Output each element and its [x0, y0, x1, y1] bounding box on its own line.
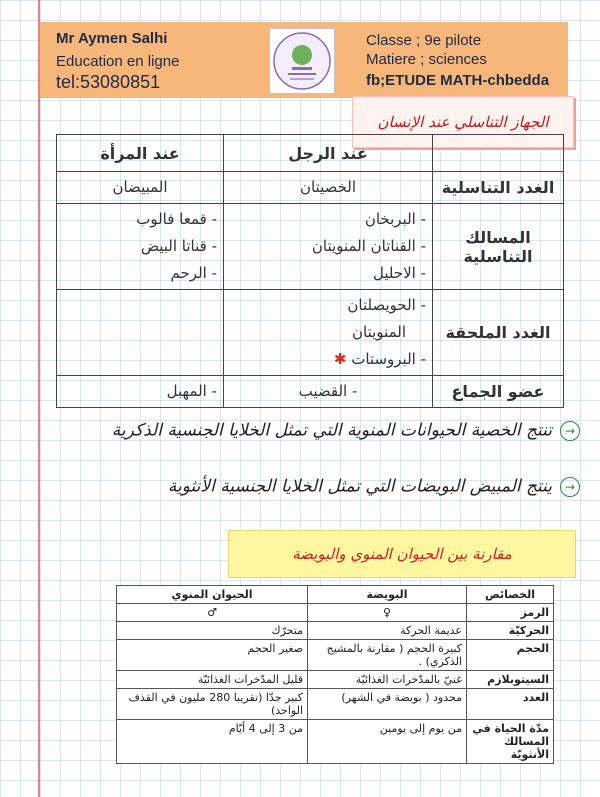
cell-line: - قمعا فالوب: [136, 210, 217, 228]
comparison-header-row: [117, 586, 554, 604]
ovum-cell: غنيّ بالمدّخرات الغذائيّة: [308, 671, 467, 689]
table-header-row: [57, 135, 564, 172]
ovum-cell: محدود ( بويضة في الشهر): [308, 689, 467, 720]
header-banner: [40, 22, 568, 98]
sperm-cell: من 3 إلى 4 أيّام: [117, 720, 308, 764]
men-cell: [224, 172, 433, 204]
cell-line: - الاحليل: [372, 264, 426, 282]
column-men: عند الرجل: [224, 135, 433, 172]
table-row: [117, 671, 554, 689]
table-row: [57, 290, 564, 376]
table-row: [117, 689, 554, 720]
header-cell: الحيوان المنوي: [117, 586, 308, 604]
star-icon: ✱: [333, 350, 347, 368]
telephone: tel:53080851: [56, 72, 161, 92]
table-row: [57, 376, 564, 408]
cell-line: - المهبل: [166, 382, 217, 400]
cell-line: - القضيب: [298, 382, 358, 400]
teacher-info: [56, 30, 179, 93]
ovum-cell: كبيرة الحجم ( مقارنة بالمشيج الذكري) .: [308, 640, 467, 671]
cell-line: - الحويصلتان: [347, 296, 426, 314]
statement-ovary: [40, 476, 580, 497]
row-label: الغدد التناسلية: [433, 172, 564, 204]
table-row: [117, 622, 554, 640]
statement-text: ينتج المبيض البويضات التي تمثل الخلايا الجنسية الأنثوية: [167, 476, 552, 497]
row-label: عضو الجماع: [433, 376, 564, 408]
table-row: [57, 172, 564, 204]
teacher-name: Mr Aymen Salhi: [56, 30, 168, 47]
class-info: [366, 32, 549, 89]
sperm-cell: قليل المدّخرات الغذائيّة: [117, 671, 308, 689]
property-cell: مدّة الحياة في المسالك الأنثويّة: [467, 720, 554, 764]
ovum-cell: من يوم إلى يومين: [308, 720, 467, 764]
property-cell: الحجم: [467, 640, 554, 671]
arrow-bullet-icon: →: [560, 421, 580, 441]
property-cell: العدد: [467, 689, 554, 720]
men-cell: [224, 376, 433, 408]
statement-text: تنتج الخصية الحيوانات المنوية التي تمثل الخلايا الجنسية الذكرية: [111, 420, 552, 441]
arrow-bullet-icon: →: [560, 477, 580, 497]
table-row: [57, 204, 564, 290]
property-cell: الحركيّة: [467, 622, 554, 640]
cell-line-with-star: [230, 346, 426, 373]
sperm-cell: صغير الحجم: [117, 640, 308, 671]
comparison-banner: [228, 530, 576, 578]
row-label: الغدد الملحقة: [433, 290, 564, 376]
table-row: [117, 640, 554, 671]
men-cell: [224, 290, 433, 376]
cell-line: الخصيتان: [299, 178, 357, 196]
cell-line: - البربخان: [364, 210, 426, 228]
cell-text: - البروستات: [351, 350, 426, 368]
page-title: الجهاز التناسلي عند الإنسان: [377, 113, 549, 131]
class-label: Classe ; 9e pilote: [366, 32, 482, 49]
header-cell: الخصائص: [467, 586, 554, 604]
facebook-label: fb;ETUDE MATH-chbedda: [366, 72, 550, 89]
education-label: Education en ligne: [56, 53, 180, 70]
school-logo: [269, 28, 335, 94]
empty-corner: [433, 135, 564, 172]
women-cell: [57, 172, 224, 204]
men-cell: [224, 204, 433, 290]
male-symbol-icon: ♂: [117, 604, 308, 622]
header-cell: البويضة: [308, 586, 467, 604]
table-row: [117, 604, 554, 622]
cell-line: المبيضان: [112, 178, 168, 196]
cell-line: - الرحم: [170, 264, 217, 282]
sperm-cell: متحرّك: [117, 622, 308, 640]
female-symbol-icon: ♀: [308, 604, 467, 622]
cell-line: - القناتان المنويتان: [311, 237, 426, 255]
table-row: [117, 720, 554, 764]
women-cell: [57, 204, 224, 290]
banner-title: مقارنة بين الحيوان المنوي والبويضة: [292, 545, 512, 563]
property-cell: السيتوبلازم: [467, 671, 554, 689]
reproductive-organs-table: [56, 134, 564, 408]
cell-line: - قناتا البيض: [140, 237, 217, 255]
row-label: المسالك التناسلية: [433, 204, 564, 290]
women-cell-empty: [57, 290, 224, 376]
comparison-table: [116, 585, 554, 764]
column-women: عند المرأة: [57, 135, 224, 172]
subject-label: Matiere ; sciences: [366, 51, 487, 68]
statement-testis: [40, 420, 580, 441]
cell-line: المنويتان: [352, 323, 406, 341]
ovum-cell: عديمة الحركة: [308, 622, 467, 640]
sperm-cell: كبير جدّا (تقريبا 280 مليون في القذف الواحد): [117, 689, 308, 720]
property-cell: الرمز: [467, 604, 554, 622]
women-cell: [57, 376, 224, 408]
margin-line: [38, 0, 40, 797]
